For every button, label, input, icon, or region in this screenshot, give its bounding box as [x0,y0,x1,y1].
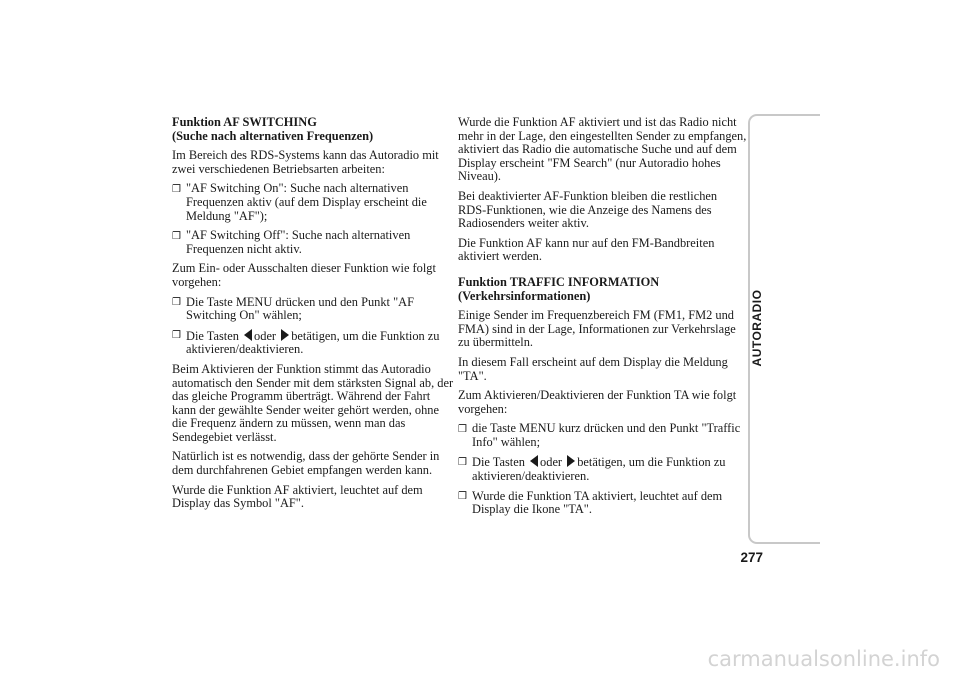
bullet-text-pre: Die Tasten [186,328,239,343]
bullet-text: "AF Switching On": Suche nach alternativen Frequenzen aktiv (auf dem Display erscheint die Meldung "AF"); [186,181,427,223]
bullet-text: "AF Switching Off": Suche nach alternativen Frequenzen nicht aktiv. [186,228,411,256]
bullet-text-mid: oder [540,455,563,470]
section-heading-af-switching: Funktion AF SWITCHING [172,115,317,129]
bullet-item [172,229,456,256]
bullet-item [172,329,456,357]
bullet-text: Wurde die Funktion TA aktiviert, leuchtet auf dem Display die Ikone "TA". [472,488,723,517]
paragraph: In diesem Fall erscheint auf dem Display die Meldung "TA". [458,354,728,383]
paragraph: Beim Aktivieren der Funktion stimmt das Autoradio automatisch den Sender mit dem stärksten Signal ab, der das gleiche Programm überträgt. Während der Fahrt kann der gewählte Sender weiter gehört werden, ohne die Frequenz ändern zu müssen, wenn man das Sendegebiet verlässt. [172,361,454,444]
paragraph: Zum Aktivieren/Deaktivieren der Funktion TA wie folgt vorgehen: [458,388,737,416]
bullet-text: Die Taste MENU drücken und den Punkt "AF Switching On" wählen; [186,294,414,323]
paragraph: Zum Ein- oder Ausschalten dieser Funktion wie folgt vorgehen: [172,261,436,289]
checkbox-bullet-icon: ❒ [172,230,181,242]
checkbox-bullet-icon: ❒ [458,456,467,468]
paragraph: Natürlich ist es notwendig, dass der gehörte Sender in dem durchfahrenen Gebiet empfangen werden kann. [172,449,440,478]
bullet-item [458,490,748,517]
bullet-text-post: betätigen, um die Funktion zu aktivieren/deaktivieren. [186,328,440,357]
paragraph: Im Bereich des RDS-Systems kann das Autoradio mit zwei verschiedenen Betriebsarten arbeiten: [172,148,439,176]
left-arrow-icon [244,329,252,341]
paragraph: Wurde die Funktion AF aktiviert, leuchtet auf dem Display das Symbol "AF". [172,482,423,511]
paragraph: Die Funktion AF kann nur auf den FM-Bandbreiten aktiviert werden. [458,235,715,264]
checkbox-bullet-icon: ❒ [172,183,181,195]
section-label: AUTORADIO [750,289,765,367]
watermark: carmanualsonline.info [707,647,940,672]
right-arrow-icon [281,329,289,341]
left-arrow-icon [530,455,538,467]
bullet-text-mid: oder [254,328,277,343]
page-number: 277 [740,550,763,565]
right-arrow-icon [567,455,575,467]
bullet-text: die Taste MENU kurz drücken und den Punkt "Traffic Info" wählen; [472,421,741,449]
section-subheading-af-switching: (Suche nach alternativen Frequenzen) [172,128,374,143]
bullet-item [458,455,748,483]
paragraph: Bei deaktivierter AF-Funktion bleiben die restlichen RDS-Funktionen, wie die Anzeige des Namens des Radiosenders weiter aktiv. [458,188,718,231]
bullet-item [172,182,456,223]
section-subheading-traffic-information: (Verkehrsinformationen) [458,288,591,303]
left-column [172,116,456,517]
checkbox-bullet-icon: ❒ [172,330,181,342]
checkbox-bullet-icon: ❒ [172,297,181,309]
bullet-item [458,422,748,449]
paragraph: Wurde die Funktion AF aktiviert und ist das Radio nicht mehr in der Lage, den eingestellten Sender zu empfangen, aktiviert das Radio die automatische Suche und auf dem Display erscheint "FM Search" (nur Autoradio hohes Niveau). [458,115,747,184]
right-column [458,116,748,523]
paragraph: Einige Sender im Frequenzbereich FM (FM1, FM2 und FMA) sind in der Lage, Informationen zur Verkehrslage zu übermitteln. [458,308,736,350]
checkbox-bullet-icon: ❒ [458,423,467,435]
bullet-item [172,296,456,323]
checkbox-bullet-icon: ❒ [458,491,467,503]
section-heading-traffic-information: Funktion TRAFFIC INFORMATION [458,274,660,289]
bullet-text-pre: Die Tasten [472,455,525,470]
bullet-text-post: betätigen, um die Funktion zu aktivieren/deaktivieren. [472,455,726,484]
